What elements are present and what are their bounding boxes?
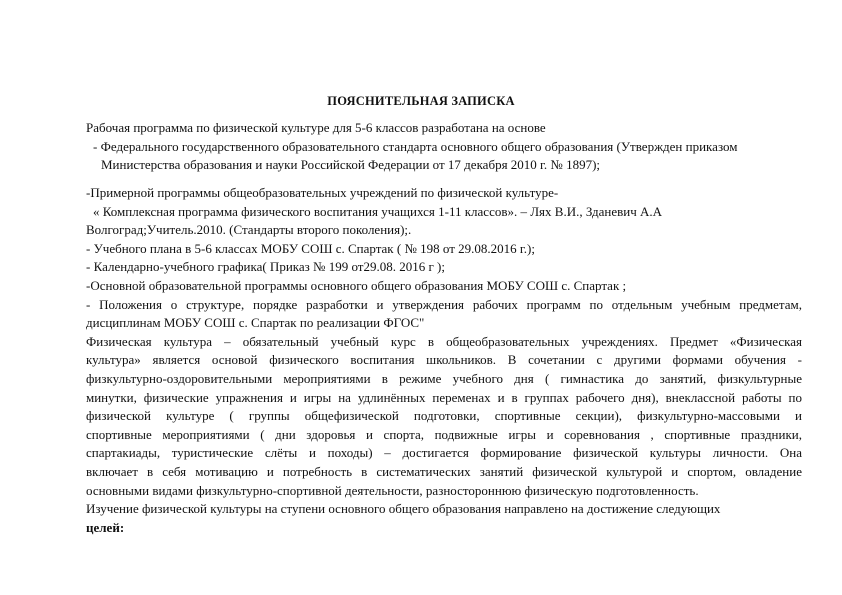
body-line-9: основными видами физкультурно-спортивной деятельности, разностороннюю физическую подготовленность. bbox=[86, 482, 699, 498]
body-line-6: спортивные мероприятиями ( дни здоровья и спорта, подвижные игры и соревнования , спортивные праздники, bbox=[86, 426, 802, 442]
source-line-5: - Календарно-учебного графика( Приказ № 199 от29.08. 2016 г ); bbox=[86, 259, 445, 275]
intro-line-2: - Федерального государственного образовательного стандарта основного общего образования (Утвержден приказом bbox=[93, 138, 738, 154]
intro-line-1: Рабочая программа по физической культуре для 5-6 классов разработана на основе bbox=[86, 120, 546, 135]
source-line-1: -Примерной программы общеобразовательных учреждений по физической культуре- bbox=[86, 185, 559, 200]
closing-line-1: Изучение физической культуры на ступени основного общего образования направлено на достижение следующих bbox=[86, 501, 721, 517]
source-line-3: Волгоград;Учитель.2010. (Стандарты второго поколения);. bbox=[86, 222, 412, 238]
body-line-7: спартакиады, туристические слёты и походы) – достигается формирование физической культуры личности. Она bbox=[86, 445, 802, 461]
body-line-5: физической культуре ( группы общефизической подготовки, спортивные секции), физкультурно-массовыми и bbox=[86, 408, 802, 424]
body-line-8: включает в себя мотивацию и потребность в систематических занятий физической культурой и спортом, овладение bbox=[86, 463, 802, 479]
body-line-3: физкультурно-оздоровительными мероприятиями в режиме учебного дня ( гимнастика до занятий, физкультурные bbox=[86, 370, 802, 386]
document-title: ПОЯСНИТЕЛЬНАЯ ЗАПИСКА bbox=[327, 94, 515, 108]
source-line-7: - Положения о структуре, порядке разработки и утверждения рабочих программ по отдельным учебным предметам, bbox=[86, 296, 802, 312]
source-line-6: -Основной образовательной программы основного общего образования МОБУ СОШ с. Спартак ; bbox=[86, 277, 627, 293]
body-line-4: минутки, физические упражнения и игры на удлинённых переменах и в группах рабочего дня), внеклассной работы по bbox=[86, 389, 802, 405]
source-line-2: « Комплексная программа физического воспитания учащихся 1-11 классов». – Лях В.И., Зданевич А.А bbox=[93, 203, 663, 219]
closing-line-2: целей: bbox=[86, 519, 125, 535]
intro-line-3: Министерства образования и науки Российской Федерации от 17 декабря 2010 г. № 1897); bbox=[101, 157, 601, 173]
body-line-2: культура» является основой физического воспитания школьников. В сочетании с другими формами обучения - bbox=[86, 352, 802, 368]
source-line-8: дисциплинам МОБУ СОШ с. Спартак по реализации ФГОС" bbox=[86, 315, 425, 331]
body-line-1: Физическая культура – обязательный учебный курс в общеобразовательных учреждениях. Предмет «Физическая bbox=[86, 333, 802, 349]
sources-section bbox=[86, 184, 802, 537]
intro-section bbox=[86, 119, 802, 175]
source-line-4: - Учебного плана в 5-6 классах МОБУ СОШ с. Спартак ( № 198 от 29.08.2016 г.); bbox=[86, 240, 535, 256]
